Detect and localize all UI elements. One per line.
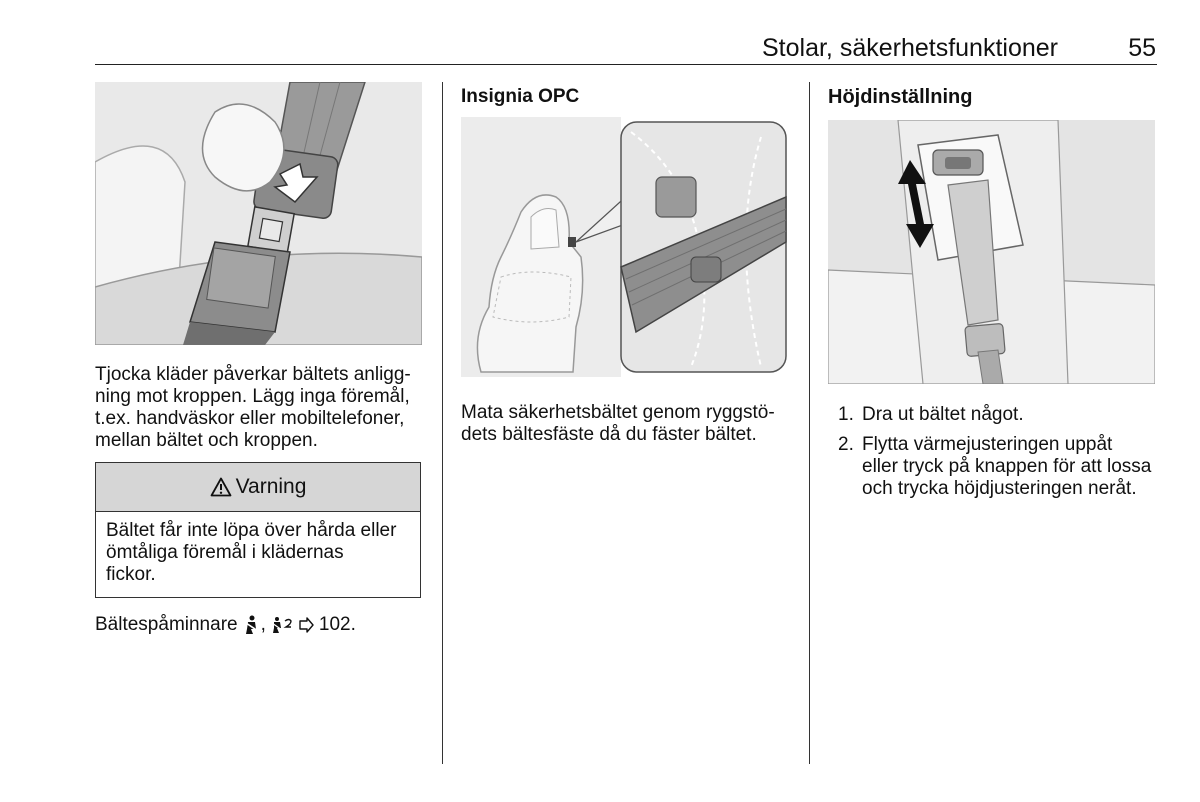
warning-line: fickor. [106, 564, 156, 585]
step-number: 2. [838, 434, 854, 455]
buckle-illustration [95, 82, 422, 345]
warning-header [96, 463, 420, 512]
step-number: 1. [838, 404, 854, 425]
opc-paragraph-line: Mata säkerhetsbältet genom ryggstö- [461, 402, 775, 423]
seatbelt-reminder-icon [243, 615, 261, 635]
clothing-paragraph-line: mellan bältet och kroppen. [95, 430, 318, 451]
opc-paragraph-line: dets bältesfäste då du fäster bältet. [461, 424, 757, 445]
steps-list [838, 404, 1168, 500]
clothing-paragraph-line: Tjocka kläder påverkar bältets anligg- [95, 364, 411, 385]
step-text [862, 434, 1151, 500]
section-heading-insignia-opc: Insignia OPC [461, 86, 580, 107]
warning-box [95, 462, 421, 598]
warning-body [96, 512, 420, 594]
step-text-line: och trycka höjdjusteringen neråt. [862, 478, 1137, 499]
running-header-title: Stolar, säkerhetsfunktioner [762, 34, 1058, 62]
clothing-paragraph-line: ning mot kroppen. Lägg inga föremål, [95, 386, 410, 407]
step-text-line: Flytta värmejusteringen uppåt [862, 434, 1113, 455]
warning-line: Bältet får inte löpa över hårda eller [106, 520, 397, 541]
height-adjustment-steps [838, 404, 1168, 508]
seatbelt-reminder-text: Bältespåminnare [95, 614, 238, 635]
page-reference-arrow-icon [298, 617, 314, 633]
warning-triangle-icon [210, 477, 232, 497]
step-text [862, 404, 1024, 426]
step-item [838, 404, 1168, 426]
step-text-line: eller tryck på knappen för att lossa [862, 456, 1152, 477]
warning-line: ömtåliga föremål i klädernas [106, 542, 344, 563]
column-divider-left [442, 82, 443, 764]
section-heading-height-adjustment: Höjdinställning [828, 86, 973, 108]
seatbelt-reminder-line [95, 614, 356, 636]
seatbelt-reminder-rear-icon [271, 615, 295, 635]
clothing-paragraph-line: t.ex. handväskor eller mobiltelefoner, [95, 408, 405, 429]
opc-seat-illustration [461, 117, 791, 377]
opc-paragraph [461, 402, 801, 446]
height-adjuster-illustration [828, 120, 1155, 384]
column-divider-right [809, 82, 810, 764]
warning-title: Varning [235, 475, 307, 498]
step-text-line: Dra ut bältet något. [862, 404, 1024, 425]
reminder-separator: , [260, 614, 266, 635]
reminder-page-reference: 102. [318, 614, 356, 635]
header-rule [95, 64, 1157, 65]
step-item [838, 434, 1168, 500]
clothing-paragraph [95, 364, 435, 452]
page-number: 55 [1128, 34, 1156, 62]
